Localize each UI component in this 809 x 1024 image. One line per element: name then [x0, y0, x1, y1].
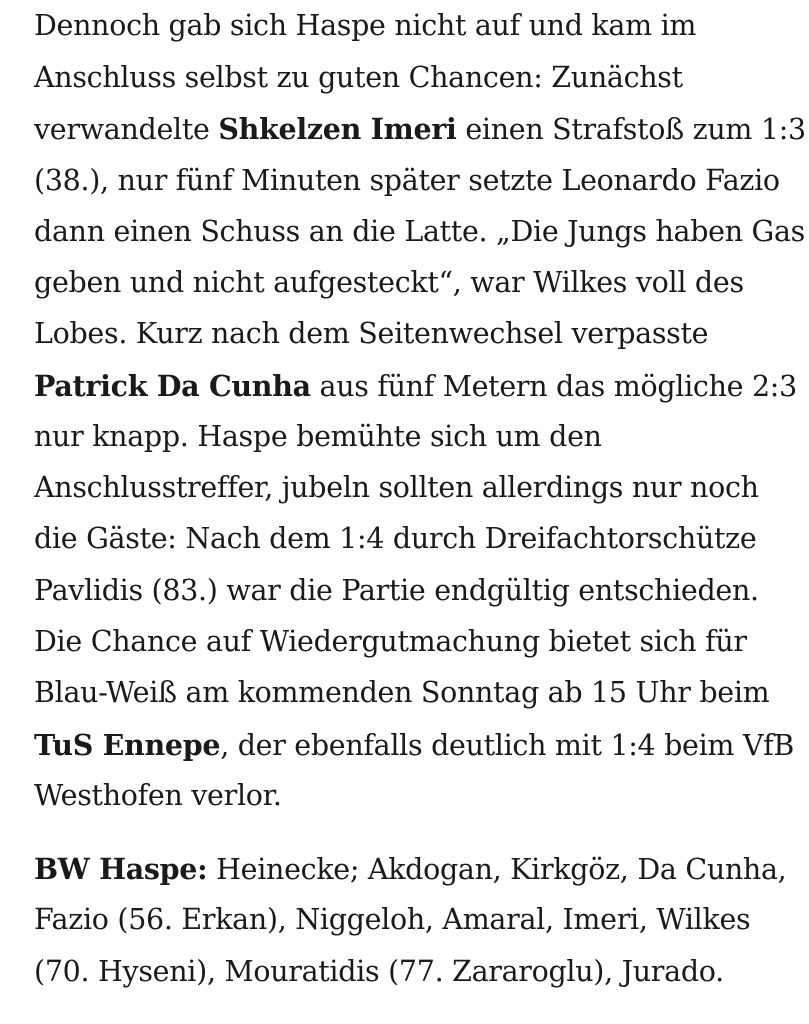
text-segment: Dennoch gab sich Haspe nicht auf und kam im: [34, 9, 697, 42]
text-segment: verwandelte: [34, 113, 219, 146]
text-segment: nur knapp. Haspe bemühte sich um den: [34, 420, 602, 453]
text-segment: , der ebenfalls deutlich mit 1:4 beim VfB: [220, 729, 795, 762]
text-line: [34, 60, 683, 96]
text-line: [34, 214, 805, 250]
text-segment: Fazio (56. Erkan), Niggeloh, Amaral, Imeri, Wilkes: [34, 903, 751, 936]
text-segment: einen Strafstoß zum 1:3: [456, 113, 806, 146]
text-line: [34, 624, 747, 660]
bold-name: TuS Ennepe: [34, 728, 221, 762]
text-segment: Lobes. Kurz nach dem Seitenwechsel verpasste: [34, 317, 709, 350]
text-segment: aus fünf Metern das mögliche 2:3: [310, 370, 797, 403]
text-line: [34, 778, 282, 814]
bold-name: Shkelzen Imeri: [218, 112, 457, 146]
text-line: [34, 573, 759, 609]
text-line: [34, 368, 797, 405]
text-line: [34, 316, 708, 352]
text-line: [34, 419, 602, 455]
text-line: [34, 265, 744, 301]
text-segment: Anschluss selbst zu guten Chancen: Zunächst: [34, 61, 683, 94]
text-segment: (38.), nur fünf Minuten später setzte Leonardo Fazio: [34, 164, 780, 197]
text-segment: Anschlusstreffer, jubeln sollten allerdings nur noch: [34, 471, 759, 504]
text-segment: Pavlidis (83.) war die Partie endgültig entschieden.: [34, 574, 759, 607]
text-line: [34, 851, 786, 888]
text-line: [34, 163, 780, 199]
text-line: [34, 470, 759, 506]
text-line: [34, 954, 724, 990]
text-segment: (70. Hyseni), Mouratidis (77. Zararoglu), Jurado.: [34, 955, 724, 988]
bold-name: BW Haspe:: [34, 852, 208, 886]
text-segment: die Gäste: Nach dem 1:4 durch Dreifachtorschütze: [34, 522, 757, 555]
text-segment: Die Chance auf Wiedergutmachung bietet sich für: [34, 625, 747, 658]
text-line: [34, 727, 794, 764]
bold-name: Patrick Da Cunha: [34, 369, 311, 403]
text-segment: Blau-Weiß am kommenden Sonntag ab 15 Uhr beim: [34, 676, 770, 709]
text-segment: Heinecke; Akdogan, Kirkgöz, Da Cunha,: [207, 853, 787, 886]
text-line: [34, 8, 696, 44]
text-line: [34, 902, 750, 938]
text-segment: Westhofen verlor.: [34, 779, 282, 812]
text-line: [34, 111, 806, 148]
text-line: [34, 521, 756, 557]
text-segment: geben und nicht aufgesteckt“, war Wilkes voll des: [34, 266, 744, 299]
text-line: [34, 675, 769, 711]
text-segment: dann einen Schuss an die Latte. „Die Jungs haben Gas: [34, 215, 806, 248]
